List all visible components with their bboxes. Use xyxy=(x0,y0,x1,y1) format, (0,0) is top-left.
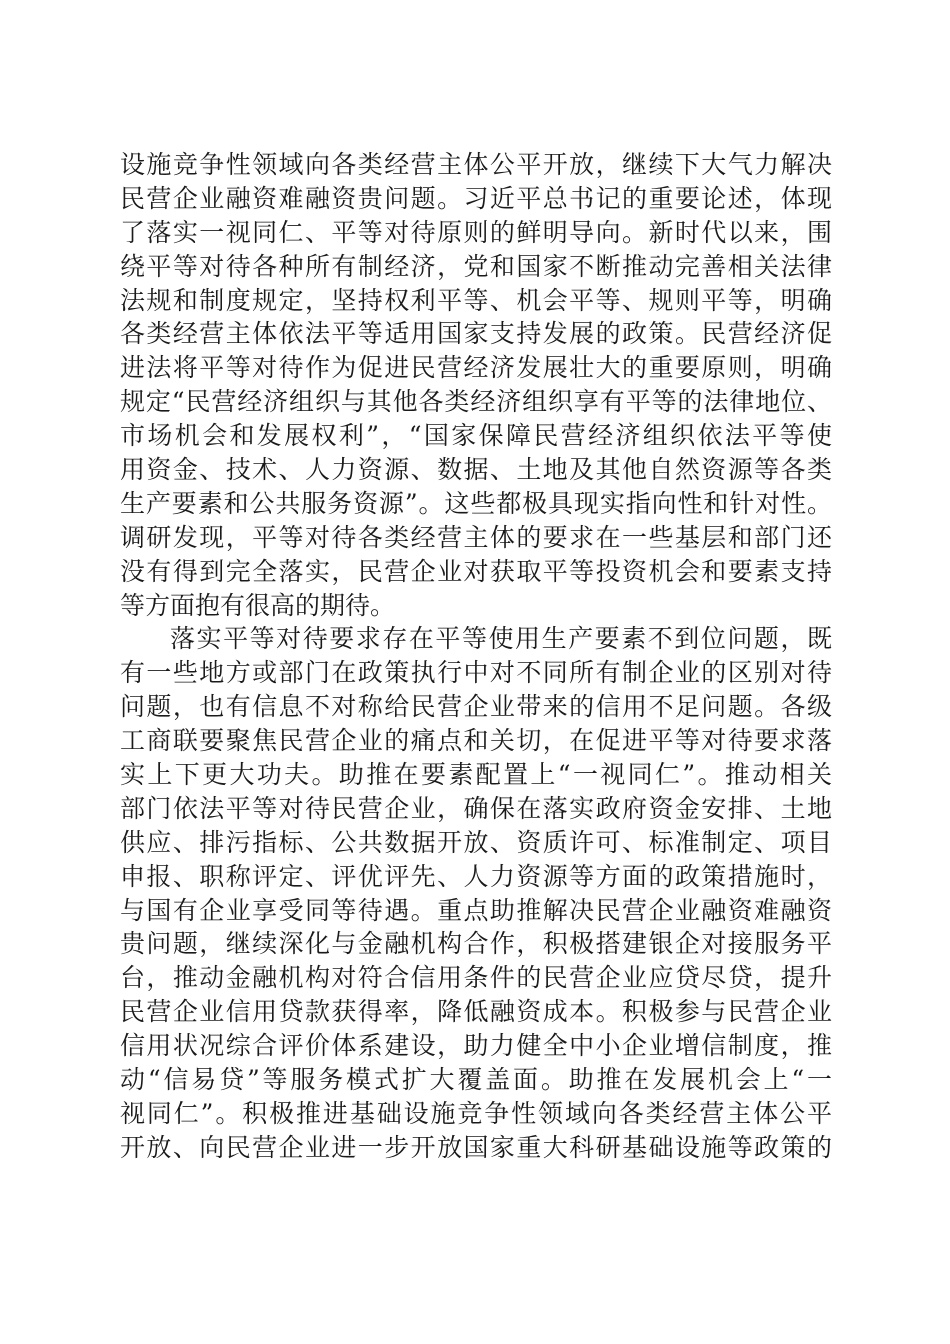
text-line: 申报、职称评定、评优评先、人力资源等方面的政策措施时， xyxy=(120,861,832,891)
text-line: 问题，也有信息不对称给民营企业带来的信用不足问题。各级 xyxy=(120,692,832,722)
text-line: 规定“民营经济组织与其他各类经济组织享有平等的法律地位、 xyxy=(120,387,832,417)
text-line: 生产要素和公共服务资源”。这些都极具现实指向性和针对性。 xyxy=(120,488,832,518)
text-line: 贵问题，继续深化与金融机构合作，积极搭建银企对接服务平 xyxy=(120,929,832,959)
text-line: 工商联要聚焦民营企业的痛点和关切，在促进平等对待要求落 xyxy=(120,726,832,756)
text-line: 信用状况综合评价体系建设，助力健全中小企业增信制度，推 xyxy=(120,1031,832,1061)
text-line: 了落实一视同仁、平等对待原则的鲜明导向。新时代以来，围 xyxy=(120,217,832,247)
text-line: 动“信易贷”等服务模式扩大覆盖面。助推在发展机会上“一 xyxy=(120,1065,832,1095)
text-line: 供应、排污指标、公共数据开放、资质许可、标准制定、项目 xyxy=(120,827,832,857)
text-line: 民营企业信用贷款获得率，降低融资成本。积极参与民营企业 xyxy=(120,997,832,1027)
text-line: 没有得到完全落实，民营企业对获取平等投资机会和要素支持 xyxy=(120,556,832,586)
text-line: 与国有企业享受同等待遇。重点助推解决民营企业融资难融资 xyxy=(120,895,832,925)
text-line: 各类经营主体依法平等适用国家支持发展的政策。民营经济促 xyxy=(120,319,832,349)
text-line: 民营企业融资难融资贵问题。习近平总书记的重要论述，体现 xyxy=(120,183,832,213)
text-line: 实上下更大功夫。助推在要素配置上“一视同仁”。推动相关 xyxy=(120,760,832,790)
text-line: 用资金、技术、人力资源、数据、土地及其他自然资源等各类 xyxy=(120,455,832,485)
text-line: 开放、向民营企业进一步开放国家重大科研基础设施等政策的 xyxy=(120,1132,832,1162)
paragraph-1 xyxy=(120,148,832,622)
text-line: 台，推动金融机构对符合信用条件的民营企业应贷尽贷，提升 xyxy=(120,963,832,993)
text-line: 调研发现，平等对待各类经营主体的要求在一些基层和部门还 xyxy=(120,522,832,552)
text-line: 进法将平等对待作为促进民营经济发展壮大的重要原则，明确 xyxy=(120,353,832,383)
text-line: 等方面抱有很高的期待。 xyxy=(120,590,396,620)
text-line: 市场机会和发展权利”，“国家保障民营经济组织依法平等使 xyxy=(120,421,832,451)
text-line: 设施竞争性领域向各类经营主体公平开放，继续下大气力解决 xyxy=(120,150,832,179)
body-text xyxy=(120,148,832,1165)
text-line: 视同仁”。积极推进基础设施竞争性领域向各类经营主体公平 xyxy=(120,1098,832,1128)
text-line: 法规和制度规定，坚持权利平等、机会平等、规则平等，明确 xyxy=(120,285,832,315)
text-line: 落实平等对待要求存在平等使用生产要素不到位问题，既 xyxy=(170,624,832,654)
paragraph-2 xyxy=(120,622,832,1164)
text-line: 有一些地方或部门在政策执行中对不同所有制企业的区别对待 xyxy=(120,658,832,688)
text-line: 绕平等对待各种所有制经济，党和国家不断推动完善相关法律 xyxy=(120,251,832,281)
text-line: 部门依法平等对待民营企业，确保在落实政府资金安排、土地 xyxy=(120,793,832,823)
